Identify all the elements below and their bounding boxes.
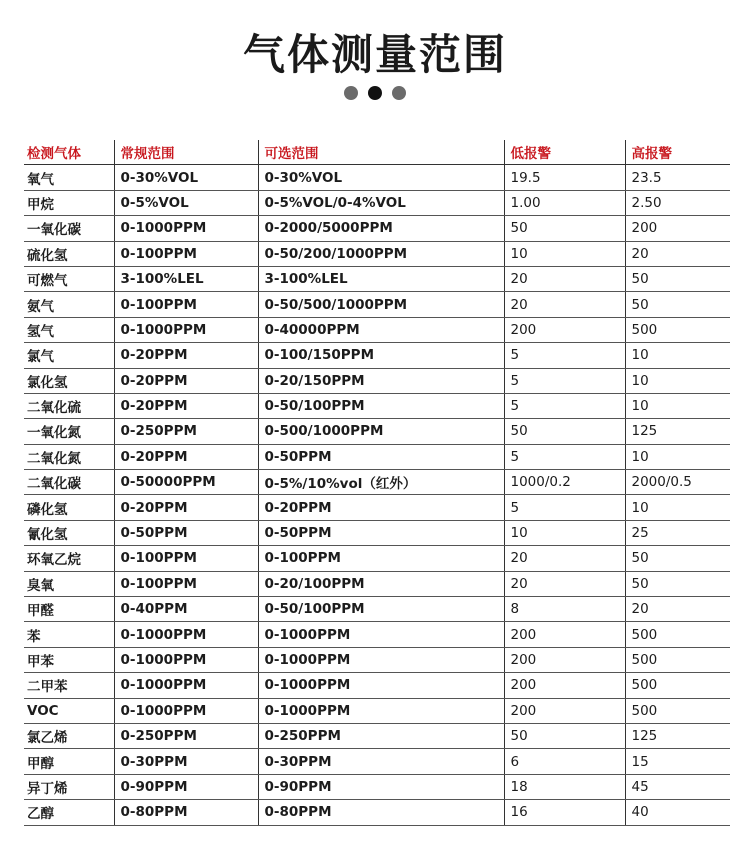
cell-low-alarm: 1000/0.2: [504, 470, 625, 495]
cell-standard-range: 0-100PPM: [114, 546, 258, 571]
cell-standard-range: 0-20PPM: [114, 393, 258, 418]
cell-optional-range: 0-50PPM: [258, 520, 504, 545]
cell-standard-range: 3-100%LEL: [114, 266, 258, 291]
table-row: [24, 495, 730, 520]
cell-standard-range: 0-1000PPM: [114, 216, 258, 241]
cell-standard-range: 0-250PPM: [114, 419, 258, 444]
cell-optional-range: 0-100/150PPM: [258, 343, 504, 368]
cell-standard-range: 0-100PPM: [114, 292, 258, 317]
table-row: [24, 368, 730, 393]
cell-high-alarm: 10: [625, 343, 730, 368]
cell-standard-range: 0-20PPM: [114, 343, 258, 368]
cell-low-alarm: 18: [504, 774, 625, 799]
cell-low-alarm: 20: [504, 292, 625, 317]
cell-standard-range: 0-100PPM: [114, 241, 258, 266]
cell-optional-range: 0-20PPM: [258, 495, 504, 520]
cell-standard-range: 0-40PPM: [114, 597, 258, 622]
cell-standard-range: 0-50PPM: [114, 520, 258, 545]
cell-high-alarm: 50: [625, 571, 730, 596]
cell-high-alarm: 45: [625, 774, 730, 799]
table-row: [24, 470, 730, 495]
table-row: [24, 622, 730, 647]
cell-standard-range: 0-50000PPM: [114, 470, 258, 495]
table-header-row: [24, 140, 730, 165]
cell-standard-range: 0-90PPM: [114, 774, 258, 799]
cell-optional-range: 0-50/200/1000PPM: [258, 241, 504, 266]
table-row: [24, 393, 730, 418]
cell-optional-range: 0-1000PPM: [258, 647, 504, 672]
cell-low-alarm: 10: [504, 241, 625, 266]
cell-standard-range: 0-1000PPM: [114, 317, 258, 342]
cell-optional-range: 0-2000/5000PPM: [258, 216, 504, 241]
cell-high-alarm: 500: [625, 622, 730, 647]
cell-gas: 甲苯: [24, 647, 114, 672]
cell-high-alarm: 50: [625, 266, 730, 291]
cell-low-alarm: 20: [504, 266, 625, 291]
cell-high-alarm: 10: [625, 368, 730, 393]
cell-low-alarm: 5: [504, 393, 625, 418]
dot-center: [368, 86, 382, 100]
cell-low-alarm: 5: [504, 495, 625, 520]
cell-low-alarm: 200: [504, 673, 625, 698]
cell-low-alarm: 200: [504, 317, 625, 342]
cell-high-alarm: 10: [625, 393, 730, 418]
cell-low-alarm: 50: [504, 216, 625, 241]
cell-optional-range: 0-30%VOL: [258, 165, 504, 190]
cell-optional-range: 0-1000PPM: [258, 698, 504, 723]
cell-low-alarm: 19.5: [504, 165, 625, 190]
cell-high-alarm: 500: [625, 673, 730, 698]
cell-gas: 环氧乙烷: [24, 546, 114, 571]
table-row: [24, 292, 730, 317]
cell-gas: 氨气: [24, 292, 114, 317]
header-gas: 检测气体: [24, 140, 114, 165]
cell-gas: 二氧化硫: [24, 393, 114, 418]
cell-high-alarm: 20: [625, 597, 730, 622]
gas-range-table: [24, 140, 730, 826]
cell-optional-range: 0-5%VOL/0-4%VOL: [258, 190, 504, 215]
table-row: [24, 317, 730, 342]
cell-high-alarm: 23.5: [625, 165, 730, 190]
header-optional-range: 可选范围: [258, 140, 504, 165]
cell-optional-range: 0-30PPM: [258, 749, 504, 774]
cell-low-alarm: 200: [504, 622, 625, 647]
cell-low-alarm: 8: [504, 597, 625, 622]
cell-standard-range: 0-80PPM: [114, 800, 258, 825]
cell-high-alarm: 20: [625, 241, 730, 266]
table-row: [24, 190, 730, 215]
dot-left: [344, 86, 358, 100]
pagination-dots: [0, 86, 750, 100]
cell-optional-range: 0-40000PPM: [258, 317, 504, 342]
cell-standard-range: 0-1000PPM: [114, 673, 258, 698]
cell-gas: 臭氧: [24, 571, 114, 596]
cell-low-alarm: 5: [504, 343, 625, 368]
cell-high-alarm: 125: [625, 419, 730, 444]
cell-high-alarm: 500: [625, 317, 730, 342]
table-row: [24, 698, 730, 723]
cell-low-alarm: 50: [504, 419, 625, 444]
table-row: [24, 774, 730, 799]
cell-gas: 氯气: [24, 343, 114, 368]
table-row: [24, 266, 730, 291]
table-row: [24, 673, 730, 698]
cell-standard-range: 0-5%VOL: [114, 190, 258, 215]
cell-optional-range: 0-20/150PPM: [258, 368, 504, 393]
cell-gas: VOC: [24, 698, 114, 723]
table-row: [24, 216, 730, 241]
cell-optional-range: 0-20/100PPM: [258, 571, 504, 596]
cell-high-alarm: 10: [625, 495, 730, 520]
cell-low-alarm: 1.00: [504, 190, 625, 215]
cell-low-alarm: 10: [504, 520, 625, 545]
cell-gas: 异丁烯: [24, 774, 114, 799]
cell-low-alarm: 200: [504, 698, 625, 723]
cell-gas: 乙醇: [24, 800, 114, 825]
cell-gas: 氯乙烯: [24, 723, 114, 748]
dot-right: [392, 86, 406, 100]
cell-low-alarm: 200: [504, 647, 625, 672]
cell-standard-range: 0-100PPM: [114, 571, 258, 596]
cell-high-alarm: 2000/0.5: [625, 470, 730, 495]
cell-high-alarm: 25: [625, 520, 730, 545]
page-title: 气体测量范围: [242, 30, 507, 79]
cell-gas: 氧气: [24, 165, 114, 190]
cell-gas: 二甲苯: [24, 673, 114, 698]
cell-gas: 苯: [24, 622, 114, 647]
cell-optional-range: 0-50/100PPM: [258, 393, 504, 418]
cell-high-alarm: 10: [625, 444, 730, 469]
cell-gas: 二氧化碳: [24, 470, 114, 495]
cell-gas: 氢气: [24, 317, 114, 342]
cell-low-alarm: 5: [504, 444, 625, 469]
table-body: [24, 165, 730, 825]
cell-low-alarm: 50: [504, 723, 625, 748]
cell-gas: 二氧化氮: [24, 444, 114, 469]
cell-optional-range: 0-90PPM: [258, 774, 504, 799]
header-high-alarm: 高报警: [625, 140, 730, 165]
header-standard-range: 常规范围: [114, 140, 258, 165]
cell-low-alarm: 20: [504, 571, 625, 596]
cell-standard-range: 0-1000PPM: [114, 698, 258, 723]
table-row: [24, 343, 730, 368]
cell-low-alarm: 16: [504, 800, 625, 825]
cell-high-alarm: 50: [625, 546, 730, 571]
cell-high-alarm: 125: [625, 723, 730, 748]
cell-gas: 氯化氢: [24, 368, 114, 393]
cell-high-alarm: 50: [625, 292, 730, 317]
cell-optional-range: 0-1000PPM: [258, 622, 504, 647]
cell-standard-range: 0-250PPM: [114, 723, 258, 748]
cell-gas: 可燃气: [24, 266, 114, 291]
cell-optional-range: 0-50/100PPM: [258, 597, 504, 622]
cell-gas: 一氧化氮: [24, 419, 114, 444]
cell-standard-range: 0-30PPM: [114, 749, 258, 774]
cell-standard-range: 0-20PPM: [114, 368, 258, 393]
cell-gas: 氰化氢: [24, 520, 114, 545]
cell-standard-range: 0-20PPM: [114, 495, 258, 520]
cell-optional-range: 0-1000PPM: [258, 673, 504, 698]
cell-optional-range: 0-250PPM: [258, 723, 504, 748]
cell-optional-range: 0-50/500/1000PPM: [258, 292, 504, 317]
cell-high-alarm: 15: [625, 749, 730, 774]
table-row: [24, 647, 730, 672]
table-row: [24, 597, 730, 622]
cell-optional-range: 0-80PPM: [258, 800, 504, 825]
cell-high-alarm: 2.50: [625, 190, 730, 215]
cell-gas: 甲醛: [24, 597, 114, 622]
cell-gas: 甲醇: [24, 749, 114, 774]
cell-high-alarm: 500: [625, 698, 730, 723]
cell-optional-range: 0-100PPM: [258, 546, 504, 571]
table-row: [24, 520, 730, 545]
table-row: [24, 749, 730, 774]
cell-optional-range: 0-5%/10%vol（红外）: [258, 470, 504, 495]
cell-standard-range: 0-20PPM: [114, 444, 258, 469]
cell-standard-range: 0-1000PPM: [114, 622, 258, 647]
table-row: [24, 419, 730, 444]
table-row: [24, 546, 730, 571]
table-row: [24, 723, 730, 748]
cell-optional-range: 0-500/1000PPM: [258, 419, 504, 444]
cell-gas: 一氧化碳: [24, 216, 114, 241]
cell-gas: 硫化氢: [24, 241, 114, 266]
table-row: [24, 241, 730, 266]
cell-low-alarm: 20: [504, 546, 625, 571]
cell-gas: 甲烷: [24, 190, 114, 215]
header-low-alarm: 低报警: [504, 140, 625, 165]
cell-standard-range: 0-1000PPM: [114, 647, 258, 672]
cell-high-alarm: 500: [625, 647, 730, 672]
table-row: [24, 800, 730, 825]
cell-gas: 磷化氢: [24, 495, 114, 520]
cell-optional-range: 0-50PPM: [258, 444, 504, 469]
table-row: [24, 444, 730, 469]
cell-low-alarm: 6: [504, 749, 625, 774]
cell-high-alarm: 200: [625, 216, 730, 241]
cell-optional-range: 3-100%LEL: [258, 266, 504, 291]
cell-standard-range: 0-30%VOL: [114, 165, 258, 190]
table-row: [24, 165, 730, 190]
cell-high-alarm: 40: [625, 800, 730, 825]
cell-low-alarm: 5: [504, 368, 625, 393]
table-row: [24, 571, 730, 596]
